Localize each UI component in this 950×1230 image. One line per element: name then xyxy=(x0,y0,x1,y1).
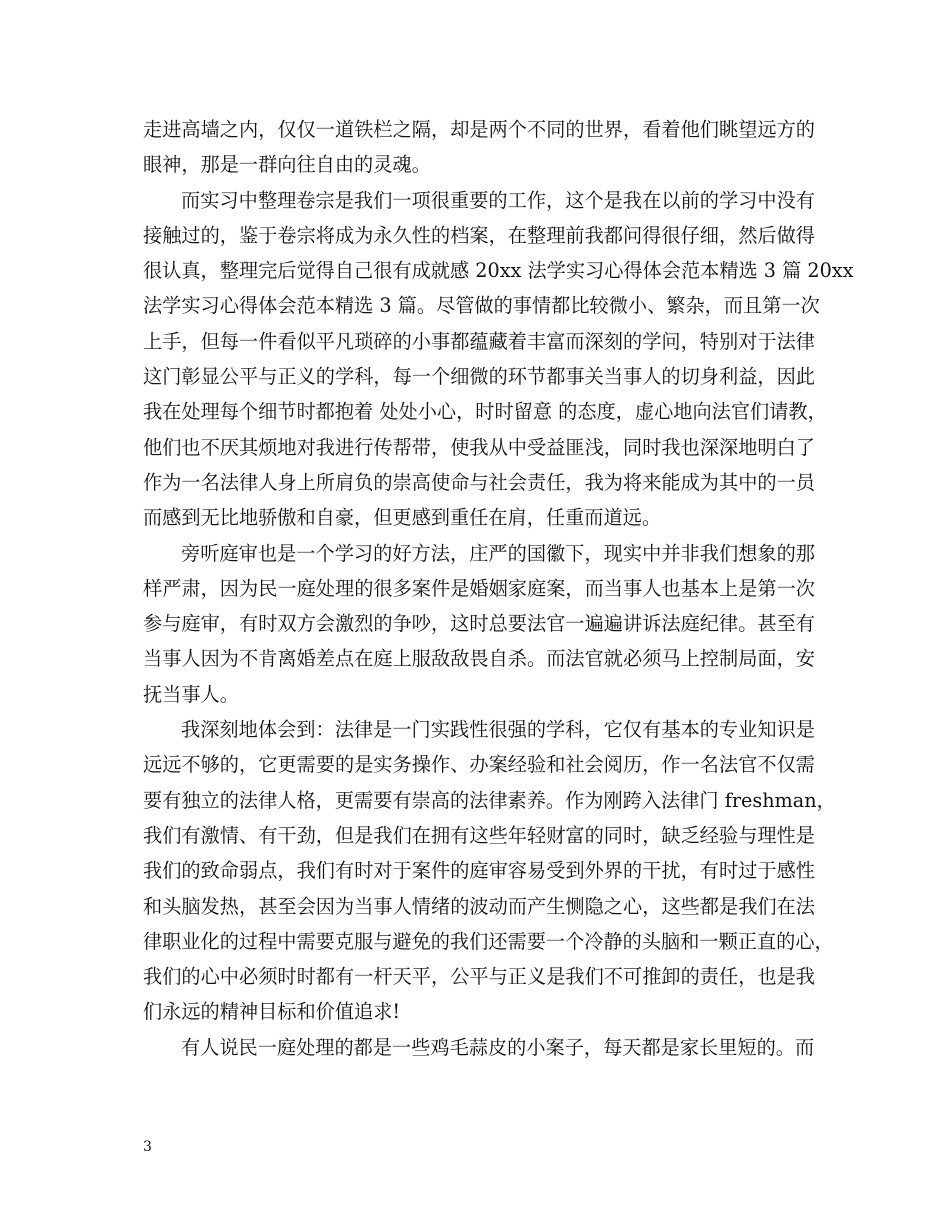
paragraph-line: 很认真，整理完后觉得自己很有成就感 20xx 法学实习心得体会范本精选 3 篇 20xx xyxy=(143,259,854,283)
paragraph-line: 有人说民一庭处理的都是一些鸡毛蒜皮的小案子，每天都是家长里短的。而 xyxy=(181,1035,815,1059)
paragraph-line: 眼神，那是一群向往自由的灵魂。 xyxy=(143,153,431,177)
paragraph xyxy=(143,112,815,183)
paragraph-line: 和头脑发热，甚至会因为当事人情绪的波动而产生恻隐之心，这些都是我们在法 xyxy=(143,894,815,918)
paragraph-line: 我在处理每个细节时都抱着 处处小心，时时留意 的态度，虚心地向法官们请教， xyxy=(143,400,827,424)
paragraph-line: 抚当事人。 xyxy=(143,682,239,706)
paragraph xyxy=(143,712,836,1030)
paragraph-line: 律职业化的过程中需要克服与避免的我们还需要一个冷静的头脑和一颗正直的心， xyxy=(143,929,834,953)
paragraph-line: 作为一名法律人身上所肩负的崇高使命与社会责任，我为将来能成为其中的一员 xyxy=(143,470,815,494)
paragraph-line: 上手，但每一件看似平凡琐碎的小事都蕴藏着丰富而深刻的学问，特别对于法律 xyxy=(143,329,815,353)
paragraph-line: 这门彰显公平与正义的学科，每一个细微的环节都事关当事人的切身利益，因此 xyxy=(143,365,815,389)
paragraph-line: 而实习中整理卷宗是我们一项很重要的工作，这个是我在以前的学习中没有 xyxy=(181,188,815,212)
page-number: 3 xyxy=(143,1139,152,1155)
paragraph-line: 接触过的，鉴于卷宗将成为永久性的档案，在整理前我都问得很仔细，然后做得 xyxy=(143,223,815,247)
paragraph-line: 走进高墙之内，仅仅一道铁栏之隔，却是两个不同的世界，看着他们眺望远方的 xyxy=(143,118,815,141)
paragraph-line: 法学实习心得体会范本精选 3 篇。尽管做的事情都比较微小、繁杂，而且第一次 xyxy=(143,294,820,318)
paragraph-line: 当事人因为不肯离婚差点在庭上服敌敌畏自杀。而法官就必须马上控制局面，安 xyxy=(143,647,815,671)
paragraph-line: 他们也不厌其烦地对我进行传帮带，使我从中受益匪浅，同时我也深深地明白了 xyxy=(143,435,815,459)
paragraph-line: 我们有激情、有干劲，但是我们在拥有这些年轻财富的同时，缺乏经验与理性是 xyxy=(143,823,815,847)
paragraph-line: 而感到无比地骄傲和自豪，但更感到重任在肩，任重而道远。 xyxy=(143,506,662,530)
paragraph-line: 我们的心中必须时时都有一杆天平，公平与正义是我们不可推卸的责任，也是我 xyxy=(143,965,815,989)
paragraph-line: 们永远的精神目标和价值追求! xyxy=(143,1000,401,1024)
paragraph xyxy=(143,183,854,536)
paragraph-line: 我深刻地体会到：法律是一门实践性很强的学科，它仅有基本的专业知识是 xyxy=(181,718,815,742)
paragraph-line: 我们的致命弱点，我们有时对于案件的庭审容易受到外界的干扰，有时过于感性 xyxy=(143,859,815,883)
body-text xyxy=(143,112,854,1065)
paragraph-line: 参与庭审，有时双方会激烈的争吵，这时总要法官一遍遍讲诉法庭纪律。甚至有 xyxy=(143,612,815,636)
paragraph-line: 远远不够的，它更需要的是实务操作、办案经验和社会阅历，作一名法官不仅需 xyxy=(143,753,815,777)
paragraph-line: 要有独立的法律人格，更需要有崇高的法律素养。作为刚跨入法律门 freshman， xyxy=(143,788,836,812)
paragraph xyxy=(143,1030,815,1065)
paragraph-line: 样严肃，因为民一庭处理的很多案件是婚姻家庭案，而当事人也基本上是第一次 xyxy=(143,576,815,600)
paragraph xyxy=(143,536,815,712)
paragraph-line: 旁听庭审也是一个学习的好方法，庄严的国徽下，现实中并非我们想象的那 xyxy=(181,541,815,565)
